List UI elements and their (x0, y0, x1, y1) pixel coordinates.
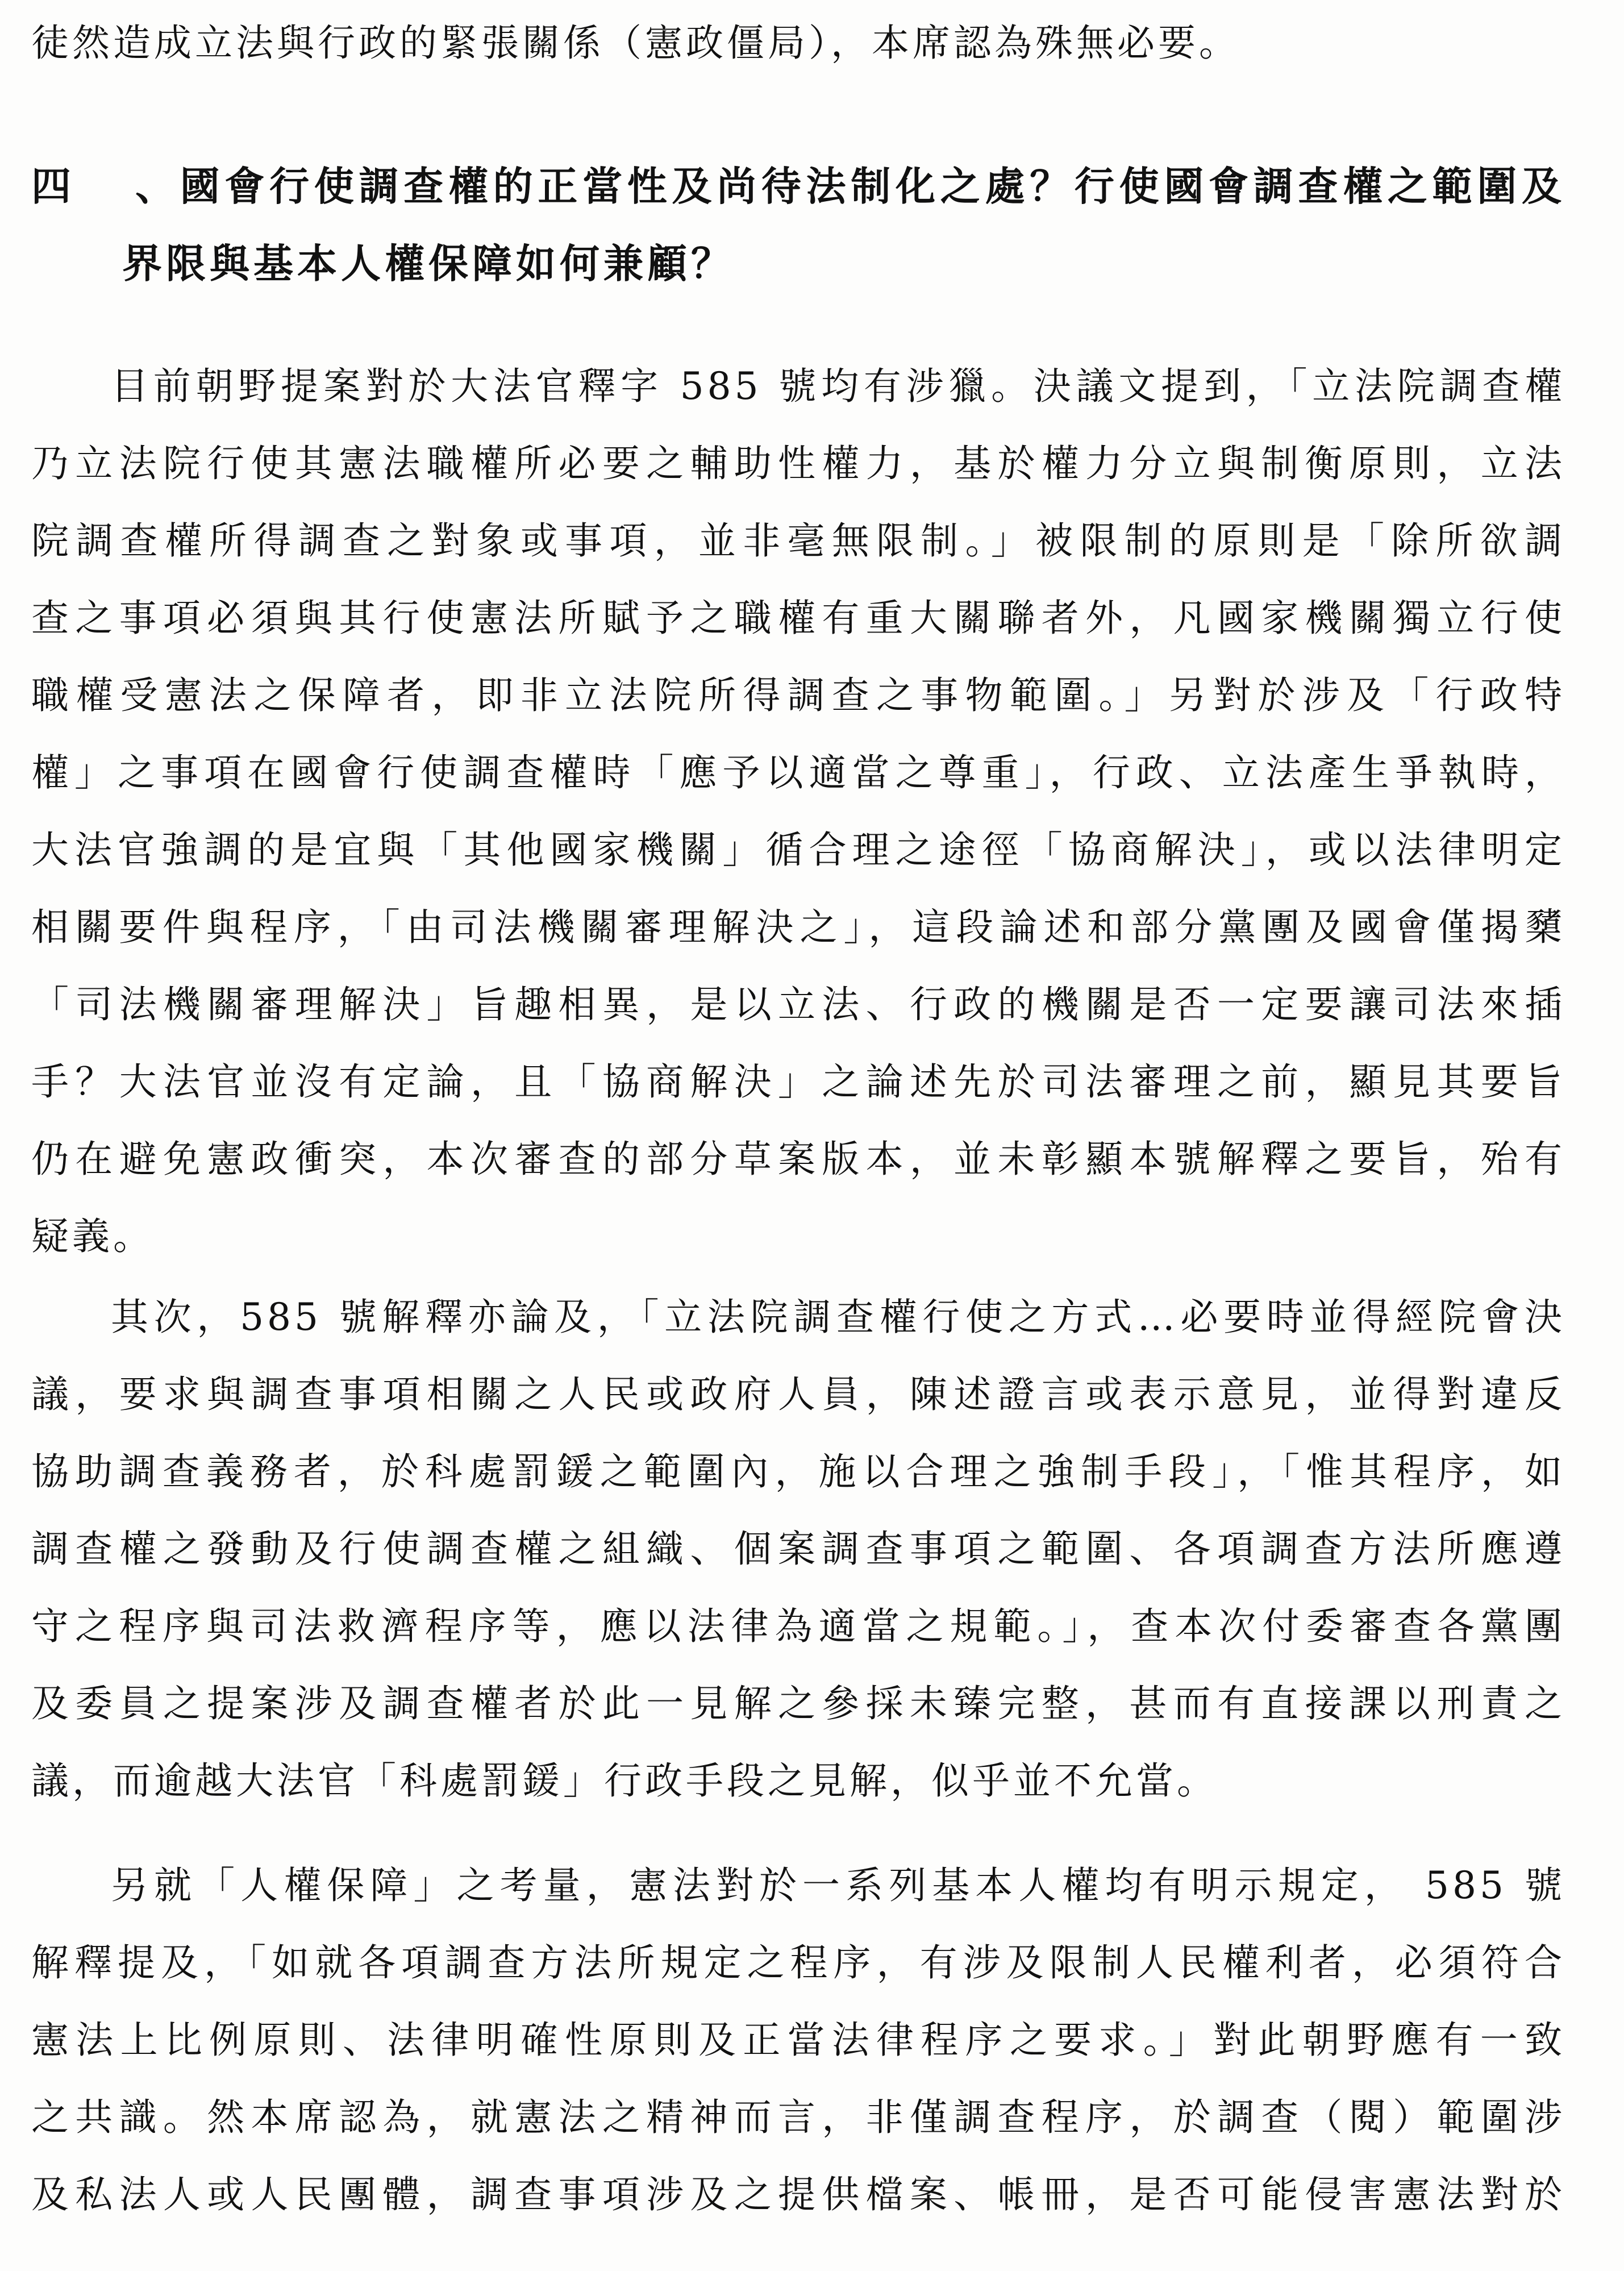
paragraph-1-line: 查之事項必須與其行使憲法所賦予之職權有重大關聯者外，凡國家機關獨立行使 (31, 596, 1565, 640)
paragraph-2 (31, 1279, 1565, 1820)
section-4-heading-line-1 (31, 148, 1565, 225)
paragraph-1-line: 乃立法院行使其憲法職權所必要之輔助性權力，基於權力分立與制衡原則，立法 (31, 442, 1565, 485)
paragraph-3 (31, 1847, 1565, 2233)
paragraph-3-line: 憲法上比例原則、法律明確性原則及正當法律程序之要求。」對此朝野應有一致 (31, 2018, 1565, 2062)
section-title-line-1: 國會行使調查權的正當性及尚待法制化之處？行使國會調查權之範圍及 (179, 163, 1565, 210)
paragraph-1-line: 院調查權所得調查之對象或事項，並非毫無限制。」被限制的原則是「除所欲調 (31, 519, 1565, 563)
paragraph-2-line: 其次，585 號解釋亦論及，「立法院調查權行使之方式…必要時並得經院會決 (111, 1295, 1565, 1339)
paragraph-1-line: 手？大法官並沒有定論，且「協商解決」之論述先於司法審理之前，顯見其要旨 (31, 1060, 1565, 1104)
paragraph-1-line: 仍在避免憲政衝突，本次審查的部分草案版本，並未彰顯本號解釋之要旨，殆有 (31, 1137, 1565, 1181)
paragraph-1 (31, 348, 1565, 1275)
paragraph-2-line: 議，而逾越大法官「科處罰鍰」行政手段之見解，似乎並不允當。 (31, 1759, 1218, 1803)
paragraph-2-line: 議，要求與調查事項相關之人民或政府人員，陳述證言或表示意見，並得對違反 (31, 1372, 1565, 1416)
section-4-heading (31, 148, 1565, 302)
paragraph-1-line: 「司法機關審理解決」旨趣相異，是以立法、行政的機關是否一定要讓司法來插 (31, 983, 1565, 1026)
paragraph-1-line: 疑義。 (31, 1214, 154, 1258)
paragraph-2-line: 守之程序與司法救濟程序等，應以法律為適當之規範。」，查本次付委審查各黨團 (31, 1604, 1565, 1648)
section-number: 四、 (31, 163, 179, 210)
paragraph-1-line: 目前朝野提案對於大法官釋字 585 號均有涉獵。決議文提到，「立法院調查權 (111, 364, 1565, 408)
paragraph-1-line: 大法官強調的是宜與「其他國家機關」循合理之途徑「協商解決」，或以法律明定 (31, 828, 1565, 872)
paragraph-3-line: 及私法人或人民團體，調查事項涉及之提供檔案、帳冊，是否可能侵害憲法對於 (31, 2173, 1565, 2216)
intro-paragraph (31, 5, 1565, 82)
paragraph-1-line: 權」之事項在國會行使調查權時「應予以適當之尊重」，行政、立法產生爭執時， (31, 751, 1565, 795)
paragraph-1-line: 職權受憲法之保障者，即非立法院所得調查之事物範圍。」另對於涉及「行政特 (31, 673, 1565, 717)
paragraph-2-line: 及委員之提案涉及調查權者於此一見解之參採未臻完整，甚而有直接課以刑責之 (31, 1682, 1565, 1725)
paragraph-3-line: 解釋提及，「如就各項調查方法所規定之程序，有涉及限制人民權利者，必須符合 (31, 1941, 1565, 1985)
intro-line-1: 徒然造成立法與行政的緊張關係（憲政僵局），本席認為殊無必要。 (31, 21, 1240, 65)
section-title-line-2: 界限與基本人權保障如何兼顧？ (122, 240, 735, 287)
paragraph-2-line: 協助調查義務者，於科處罰鍰之範圍內，施以合理之強制手段」，「惟其程序，如 (31, 1450, 1565, 1494)
paragraph-3-line: 之共識。然本席認為，就憲法之精神而言，非僅調查程序，於調查（閱）範圍涉 (31, 2095, 1565, 2139)
paragraph-3-line: 另就「人權保障」之考量，憲法對於一系列基本人權均有明示規定， 585 號 (111, 1864, 1565, 1907)
paragraph-1-line: 相關要件與程序，「由司法機關審理解決之」，這段論述和部分黨團及國會僅揭櫫 (31, 905, 1565, 949)
paragraph-2-line: 調查權之發動及行使調查權之組織、個案調查事項之範圍、各項調查方法所應遵 (31, 1527, 1565, 1571)
